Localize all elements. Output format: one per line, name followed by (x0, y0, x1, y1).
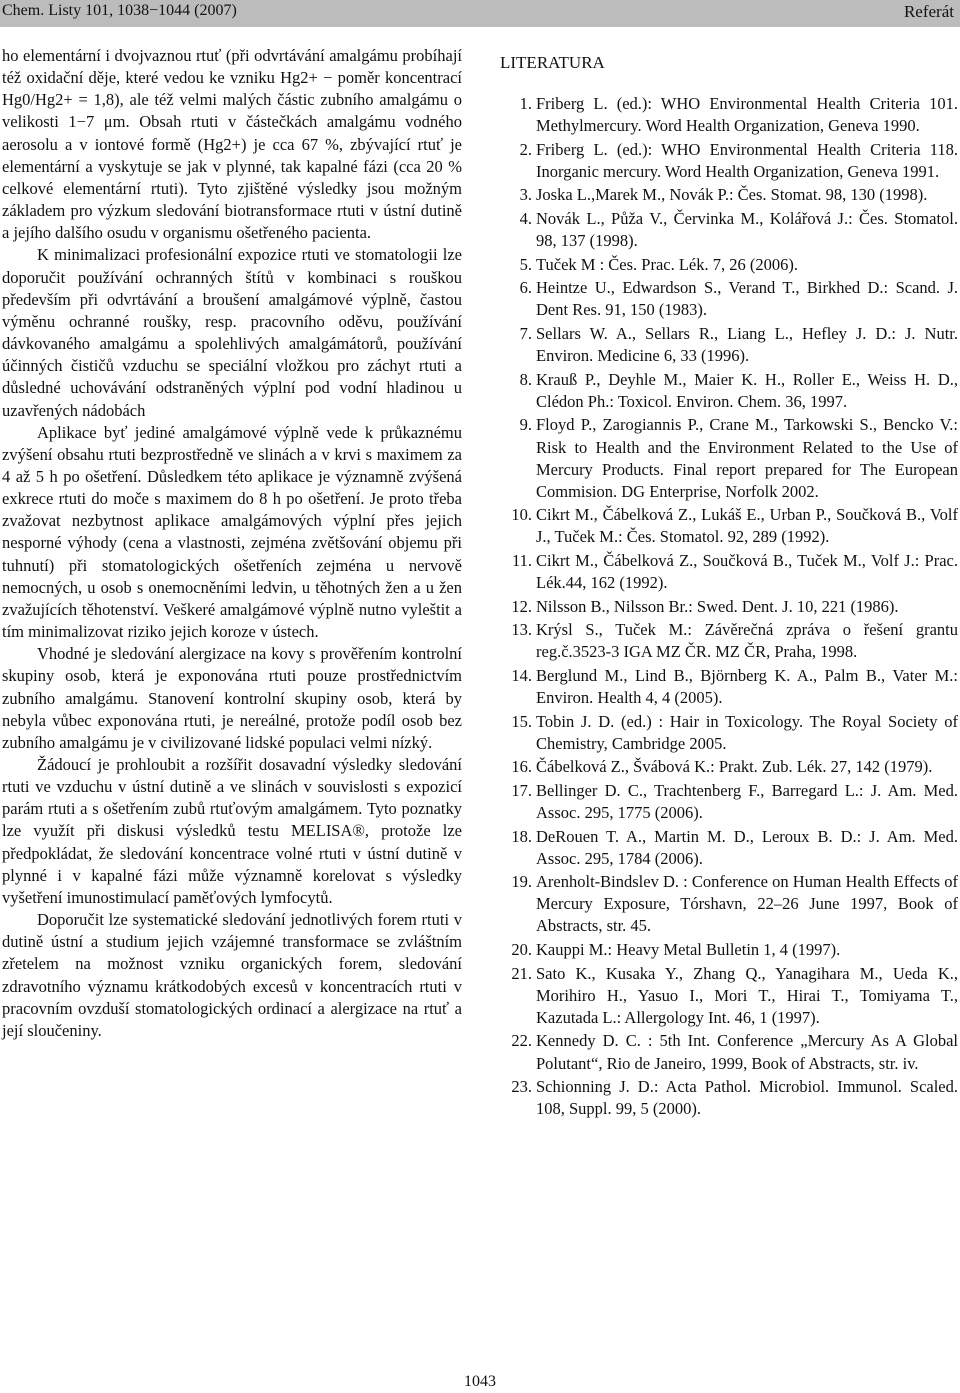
reference-list (500, 93, 958, 1120)
reference-text: Friberg L. (ed.): WHO Environmental Health Criteria 101. Methylmercury. Word Health Organization, Geneva 1990. (536, 94, 958, 136)
reference-item (500, 504, 958, 548)
reference-number: 20. (511, 940, 532, 960)
reference-text: Cikrt M., Čábelková Z., Lukáš E., Urban P., Součková B., Volf J., Tuček M.: Čes. Stomatol. 92, 289 (1992). (536, 505, 958, 547)
journal-citation: Chem. Listy 101, 1038−1044 (2007) (2, 2, 237, 19)
reference-item (500, 665, 958, 709)
reference-number: 1. (519, 94, 532, 114)
reference-number: 8. (519, 369, 532, 389)
reference-item (500, 277, 958, 321)
reference-number: 3. (519, 185, 532, 205)
reference-number: 13. (511, 620, 532, 640)
body-paragraph: ho elementární i dvojvaznou rtuť (při odvrtávání amalgámu probíhají též oxidační děje, které vedou ke vzniku Hg2+ − poměr koncentrací Hg0/Hg2+ = 1,8), ale též velmi malých částic zubního amalgámu o velikosti 1−7 μm. Obsah rtuti v částečkách amalgámu vodného aerosolu a v iontové formě (Hg2+) je cca 67 %, zbývající rtuť je elementární a vyskytuje se jak v plynné, tak kapalné fázi (cca 20 % celkové elementární rtuti). Tyto zjištěné výsledky jsou možným základem pro výzkum sledování biotransformace rtuti v ústní dutině a jejího dalšího osudu v organismu ošetřeného pacienta. (2, 46, 462, 243)
reference-number: 16. (511, 757, 532, 777)
reference-number: 22. (511, 1031, 532, 1051)
reference-item (500, 184, 958, 206)
section-label: Referát (903, 2, 954, 21)
reference-text: Sato K., Kusaka Y., Zhang Q., Yanagihara M., Ueda K., Morihiro H., Yasuo I., Mori T., Hirai T., Tomiyama T., Kazutada L.: Allergology Int. 46, 1 (1997). (536, 963, 958, 1027)
reference-number: 12. (511, 596, 532, 616)
reference-item (500, 369, 958, 413)
reference-item (500, 780, 958, 824)
reference-number: 23. (511, 1077, 532, 1097)
reference-item (500, 826, 958, 870)
body-paragraph: Žádoucí je prohloubit a rozšířit dosavadní výsledky sledování rtuti ve vzduchu v ústní dutině a ve slinách v souvislosti s expozicí parám rtuti a s ošetřením zubů rtuťovým amalgámem. Tyto poznatky lze využít při diskusi výsledků testu MELISA®, protože lze předpokládat, že sledování koncentrace volné rtuti v ústní dutině v plynné i v kapalné fázi může významně korelovat s výsledky vyšetření imunostimulací paměťových lymfocytů. (2, 755, 462, 907)
reference-text: Krýsl S., Tuček M.: Závěrečná zpráva o řešení grantu reg.č.3523-3 IGA MZ ČR. MZ ČR, Praha, 1998. (536, 620, 958, 662)
reference-text: Bellinger D. C., Trachtenberg F., Barregard L.: J. Am. Med. Assoc. 295, 1775 (2006). (536, 780, 958, 822)
reference-text: Cikrt M., Čábelková Z., Součková B., Tuček M., Volf J.: Prac. Lék.44, 162 (1992). (536, 550, 958, 593)
page-number: 1043 (464, 1373, 496, 1390)
body-paragraph: Doporučit lze systematické sledování jednotlivých forem rtuti v dutině ústní a studium jejich vzájemné transformace se zvláštním zřetelem na možnost vzniku organických forem, sledování zdravotního významu krátkodobých excesů v koncentracích rtuti v pracovním ovzduší stomatologických ordinací a alergizace na rtuť a její sloučeniny. (2, 910, 462, 1040)
reference-number: 5. (519, 254, 532, 274)
reference-text: Berglund M., Lind B., Björnberg K. A., Palm B., Vater M.: Environ. Health 4, 4 (2005). (536, 665, 958, 708)
reference-text: Floyd P., Zarogiannis P., Crane M., Tarkowski S., Bencko V.: Risk to Health and the Environment Related to the Use of Mercury Products. Final report prepared for The European Commision. DG Enterprise, Norfolk 2002. (536, 415, 958, 501)
reference-text: Schionning J. D.: Acta Pathol. Microbiol. Immunol. Scaled. 108, Suppl. 99, 5 (2000). (536, 1077, 958, 1119)
reference-item (500, 963, 958, 1029)
reference-number: 4. (519, 209, 532, 229)
reference-item (500, 619, 958, 663)
reference-number: 17. (511, 780, 532, 800)
references-title: LITERATURA (500, 53, 605, 72)
reference-item (500, 596, 958, 618)
reference-number: 6. (519, 278, 532, 298)
reference-text: Tuček M : Čes. Prac. Lék. 7, 26 (2006). (536, 254, 798, 274)
reference-number: 10. (511, 505, 532, 525)
reference-item (500, 939, 958, 961)
reference-number: 18. (511, 826, 532, 846)
reference-item (500, 711, 958, 755)
reference-text: DeRouen T. A., Martin M. D., Leroux B. D.: J. Am. Med. Assoc. 295, 1784 (2006). (536, 826, 958, 868)
reference-text: Krauß P., Deyhle M., Maier K. H., Roller E., Weiss H. D., Clédon Ph.: Toxicol. Environ. Chem. 36, 1997. (536, 369, 958, 411)
reference-text: Čábelková Z., Švábová K.: Prakt. Zub. Lék. 27, 142 (1979). (536, 757, 933, 777)
reference-text: Kennedy D. C. : 5th Int. Conference „Mercury As A Global Polutant“, Rio de Janeiro, 1999, Book of Abstracts, str. iv. (536, 1031, 958, 1073)
reference-number: 2. (519, 139, 532, 159)
reference-number: 11. (511, 550, 532, 570)
reference-text: Sellars W. A., Sellars R., Liang L., Hefley J. D.: J. Nutr. Environ. Medicine 6, 33 (1996). (536, 324, 958, 366)
references-column (500, 52, 958, 1122)
reference-item (500, 254, 958, 276)
reference-number: 14. (511, 665, 532, 685)
body-paragraph: K minimalizaci profesionální expozice rtuti ve stomatologii lze doporučit používání ochranných štítů v kombinaci s rouškou především při odvrtávání a broušení amalgámové výplně, častou výměnu ochranné roušky, resp. pracovního oděvu, používání dávkovaného amalgámu a spolehlivých amalgámátorů, používání účinných čističů vzduchu se speciální vložkou pro záchyt rtuti a důsledné uchovávání odstraněných výplní pod vodní hladinou u uzavřených nádobách (2, 245, 462, 420)
reference-text: Novák L., Půža V., Červinka M., Kolářová J.: Čes. Stomatol. 98, 137 (1998). (536, 209, 958, 251)
reference-text: Tobin J. D. (ed.) : Hair in Toxicology. The Royal Society of Chemistry, Cambridge 2005. (536, 711, 958, 753)
reference-text: Kauppi M.: Heavy Metal Bulletin 1, 4 (1997). (536, 940, 841, 960)
reference-item (500, 139, 958, 183)
reference-number: 21. (511, 963, 532, 983)
reference-item (500, 550, 958, 594)
reference-item (500, 93, 958, 137)
reference-number: 9. (519, 415, 532, 435)
body-paragraph: Aplikace byť jediné amalgámové výplně vede k průkaznému zvýšení obsahu rtuti bezprostředně ve slinách a v krvi s maximem za 4 až 5 h po ošetření. Důsledkem této aplikace je významně zvýšená exkrece rtuti do moče s maximem do 8 h po ošetření. Je proto třeba zvažovat nezbytnost aplikace amalgámových výplní přes jejich nesporné výhody (cena a vlastnosti, zejména zvětšování objemu při tuhnutí) při stomatologických ošetřeních zejména u nervově nemocných, u osob s onemocněními ledvin, u těhotných žen a u žen zvažujících těhotenství. Veškeré amalgámové výplně nutno vyleštit a tím minimalizovat riziko jejich koroze v ústech. (2, 422, 462, 642)
reference-text: Joska L.,Marek M., Novák P.: Čes. Stomat. 98, 130 (1998). (536, 185, 928, 205)
reference-number: 15. (511, 711, 532, 731)
reference-item (500, 1076, 958, 1120)
reference-item (500, 323, 958, 367)
body-paragraph: Vhodné je sledování alergizace na kovy s prověřením kontrolní skupiny osob, která je exponována rtuti pouze prostřednictvím zubního amalgámu. Stanovení kontrolní skupiny osob, která by nebyla vůbec exponována rtuti, je nereálné, protože podíl osob bez zubního amalgámu je v civilizované lidské populaci velmi nízký. (2, 644, 462, 752)
reference-text: Friberg L. (ed.): WHO Environmental Health Criteria 118. Inorganic mercury. Word Health Organization, Geneva 1991. (536, 139, 958, 181)
reference-number: 19. (511, 872, 532, 892)
body-column (2, 45, 462, 1042)
reference-text: Arenholt-Bindslev D. : Conference on Human Health Effects of Mercury Exposure, Tórshavn, 22–26 June 1997, Book of Abstracts, str. 45. (536, 872, 958, 936)
reference-text: Heintze U., Edwardson S., Verand T., Birkhed D.: Scand. J. Dent Res. 91, 150 (1983). (536, 278, 958, 320)
reference-item (500, 414, 958, 502)
reference-item (500, 871, 958, 937)
reference-item (500, 208, 958, 252)
reference-number: 7. (519, 324, 532, 344)
reference-text: Nilsson B., Nilsson Br.: Swed. Dent. J. 10, 221 (1986). (536, 596, 899, 616)
reference-item (500, 1030, 958, 1074)
reference-item (500, 756, 958, 778)
running-header (0, 0, 960, 27)
